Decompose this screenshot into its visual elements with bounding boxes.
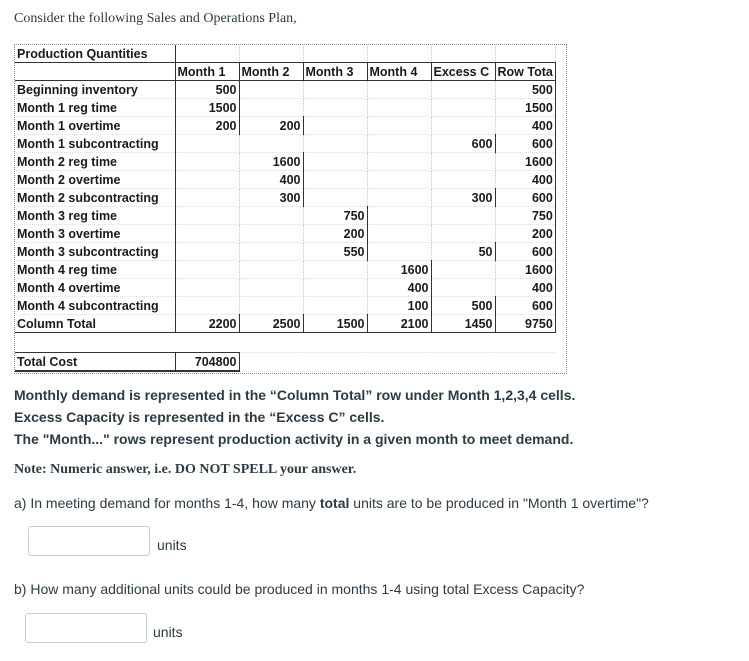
table-cell	[239, 279, 303, 297]
table-row	[15, 189, 555, 207]
table-cell: 600	[495, 135, 555, 153]
table-cell: 1500	[495, 99, 555, 117]
table-cell: 600	[495, 189, 555, 207]
table-cell: 50	[431, 243, 495, 261]
header-excess: Excess C	[431, 63, 495, 81]
table-cell	[431, 117, 495, 135]
note-text: Note: Numeric answer, i.e. DO NOT SPELL your answer.	[14, 462, 357, 477]
table-cell: 2500	[239, 315, 303, 333]
table-cell: 200	[175, 117, 239, 135]
table-row	[15, 243, 555, 261]
table-cell	[431, 207, 495, 225]
table-row	[15, 207, 555, 225]
row-label: Month 4 reg time	[15, 261, 175, 279]
question-a-before: a) In meeting demand for months 1-4, how many	[14, 495, 320, 511]
header-row	[15, 63, 555, 81]
table-cell	[175, 297, 239, 315]
header-row-total: Row Tota	[495, 63, 555, 81]
table-cell	[303, 153, 367, 171]
row-label: Month 3 subcontracting	[15, 243, 175, 261]
table-cell	[431, 225, 495, 243]
row-label: Column Total	[15, 315, 175, 333]
row-label: Month 3 overtime	[15, 225, 175, 243]
table-cell	[239, 207, 303, 225]
table-cell	[431, 153, 495, 171]
table-title: Production Quantities	[15, 45, 175, 63]
sop-table	[15, 45, 556, 372]
table-cell: 1600	[495, 261, 555, 279]
table-cell: 200	[303, 225, 367, 243]
table-cell	[303, 261, 367, 279]
intro-text: Consider the following Sales and Operations Plan,	[14, 11, 297, 26]
table-cell: 500	[175, 81, 239, 99]
table-cell: 750	[495, 207, 555, 225]
table-cell	[303, 297, 367, 315]
answer-b-unit: units	[153, 624, 183, 640]
table-cell: 200	[495, 225, 555, 243]
table-row	[15, 171, 555, 189]
table-cell: 1500	[303, 315, 367, 333]
table-cell	[367, 153, 431, 171]
total-cost-row	[15, 353, 555, 372]
table-cell	[175, 261, 239, 279]
header-month-4: Month 4	[367, 63, 431, 81]
table-cell	[175, 171, 239, 189]
table-cell	[303, 189, 367, 207]
table-cell	[239, 99, 303, 117]
table-cell	[431, 261, 495, 279]
table-cell: 100	[367, 297, 431, 315]
table-cell	[431, 171, 495, 189]
row-label: Month 2 subcontracting	[15, 189, 175, 207]
row-label: Month 1 overtime	[15, 117, 175, 135]
table-row	[15, 261, 555, 279]
table-cell	[175, 279, 239, 297]
table-cell	[431, 279, 495, 297]
question-a-emphasis: total	[319, 495, 350, 511]
table-cell: 200	[239, 117, 303, 135]
row-label: Month 2 reg time	[15, 153, 175, 171]
table-cell: 600	[495, 243, 555, 261]
header-month-3: Month 3	[303, 63, 367, 81]
table-cell	[239, 225, 303, 243]
table-cell: 1450	[431, 315, 495, 333]
spreadsheet-image	[14, 44, 567, 374]
question-b-text: b) How many additional units could be produced in months 1-4 using total Excess Capacity?	[14, 581, 585, 597]
table-cell	[239, 135, 303, 153]
answer-a-unit: units	[157, 537, 187, 553]
table-row	[15, 81, 555, 99]
table-cell: 550	[303, 243, 367, 261]
table-cell	[175, 135, 239, 153]
table-cell: 300	[431, 189, 495, 207]
table-row	[15, 153, 555, 171]
table-cell	[239, 81, 303, 99]
table-row	[15, 279, 555, 297]
row-label: Month 2 overtime	[15, 171, 175, 189]
row-label: Month 3 reg time	[15, 207, 175, 225]
table-cell: 1600	[495, 153, 555, 171]
question-a-text	[14, 495, 649, 511]
table-cell	[175, 207, 239, 225]
total-cost-value: 704800	[175, 353, 239, 372]
table-cell: 750	[303, 207, 367, 225]
table-cell: 400	[495, 117, 555, 135]
answer-b-input[interactable]	[25, 613, 147, 643]
table-cell: 500	[431, 297, 495, 315]
row-label: Beginning inventory	[15, 81, 175, 99]
table-cell	[367, 135, 431, 153]
table-cell	[303, 99, 367, 117]
table-cell: 2200	[175, 315, 239, 333]
table-cell: 500	[495, 81, 555, 99]
table-row	[15, 117, 555, 135]
table-cell: 2100	[367, 315, 431, 333]
table-cell: 9750	[495, 315, 555, 333]
table-cell	[367, 225, 431, 243]
table-cell: 400	[239, 171, 303, 189]
table-cell	[303, 135, 367, 153]
table-row	[15, 297, 555, 315]
table-cell	[367, 243, 431, 261]
table-row	[15, 225, 555, 243]
table-cell	[303, 117, 367, 135]
table-cell	[303, 171, 367, 189]
row-label: Month 1 subcontracting	[15, 135, 175, 153]
table-cell	[431, 99, 495, 117]
table-cell	[367, 207, 431, 225]
total-cost-label: Total Cost	[15, 353, 175, 372]
table-cell	[175, 225, 239, 243]
column-total-row	[15, 315, 555, 333]
table-cell	[431, 81, 495, 99]
table-cell	[367, 81, 431, 99]
table-cell	[367, 99, 431, 117]
row-label: Month 4 overtime	[15, 279, 175, 297]
table-cell: 1600	[239, 153, 303, 171]
table-cell: 600	[431, 135, 495, 153]
table-cell	[239, 297, 303, 315]
table-cell	[367, 189, 431, 207]
table-row	[15, 99, 555, 117]
table-cell	[239, 243, 303, 261]
table-cell	[303, 279, 367, 297]
question-a-after: units are to be produced in "Month 1 overtime"?	[349, 495, 649, 511]
table-cell	[175, 153, 239, 171]
header-month-2: Month 2	[239, 63, 303, 81]
table-cell	[175, 243, 239, 261]
table-row	[15, 135, 555, 153]
table-cell: 400	[495, 279, 555, 297]
table-cell	[367, 117, 431, 135]
header-month-1: Month 1	[175, 63, 239, 81]
row-label: Month 1 reg time	[15, 99, 175, 117]
table-cell	[239, 261, 303, 279]
table-cell: 600	[495, 297, 555, 315]
row-label: Month 4 subcontracting	[15, 297, 175, 315]
table-cell: 400	[495, 171, 555, 189]
table-cell: 300	[239, 189, 303, 207]
demand-text: Monthly demand is represented in the “Column Total” row under Month 1,2,3,4 cells.	[14, 387, 576, 403]
table-cell	[175, 189, 239, 207]
rows-meaning-text: The "Month..." rows represent production activity in a given month to meet demand.	[14, 431, 574, 447]
table-cell: 1500	[175, 99, 239, 117]
answer-a-input[interactable]	[28, 526, 150, 556]
excess-text: Excess Capacity is represented in the “Excess C” cells.	[14, 409, 385, 425]
table-cell: 400	[367, 279, 431, 297]
table-cell	[367, 171, 431, 189]
table-cell: 1600	[367, 261, 431, 279]
table-cell	[303, 81, 367, 99]
